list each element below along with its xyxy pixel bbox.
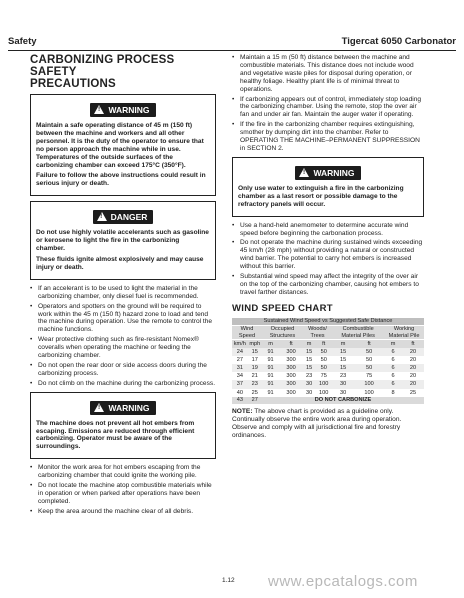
table-cell: 15 [332, 348, 354, 356]
list-item: • If an accelerant is to be used to light the material in the carbonizing chamber, only diesel fuel is recommended. [30, 285, 216, 301]
table-cell: 300 [279, 348, 303, 356]
table-cell: 100 [354, 389, 384, 397]
right-column [232, 54, 424, 440]
table-cell: 300 [279, 389, 303, 397]
table-cell: 20 [402, 364, 424, 372]
column-header: Combustible Material Piles [332, 325, 384, 339]
table-row-final [232, 397, 424, 404]
warning-triangle-icon [94, 403, 104, 412]
table-cell: 27 [232, 356, 248, 364]
unit-header: ft [354, 340, 384, 348]
danger-text: Do not use highly volatile accelerants such as gasoline or kerosene to light the fire in the carbonizing chamber. [36, 229, 209, 253]
warning-triangle-icon [299, 168, 309, 177]
warning-badge: !WARNING [90, 401, 155, 415]
table-cell: 31 [232, 364, 248, 372]
list-item: • Monitor the work area for hot embers escaping from the carbonizing chamber that could ignite the working pile. [30, 464, 216, 480]
table-cell: 23 [248, 380, 262, 388]
danger-text: These fluids ignite almost explosively and may cause injury or death. [36, 255, 204, 271]
table-cell: 20 [402, 348, 424, 356]
table-cell: 91 [262, 356, 279, 364]
table-cell: 30 [332, 389, 354, 397]
column-header: Occupied Structures [262, 325, 303, 339]
table-cell: 6 [384, 356, 402, 364]
unit-header: m [262, 340, 279, 348]
table-cell: 6 [384, 380, 402, 388]
table-cell: 6 [384, 364, 402, 372]
do-not-carbonize-cell: DO NOT CARBONIZE [262, 397, 424, 404]
table-cell: 23 [332, 372, 354, 380]
table-cell: 300 [279, 364, 303, 372]
table-cell: 37 [232, 380, 248, 388]
table-cell: 15 [303, 348, 315, 356]
list-item: • Do not operate the machine during sustained winds exceeding 45 km/h (28 mph) without providing a natural or constructed wind barrier. The potential to carry hot embers is increased without this barrier. [232, 239, 424, 271]
table-cell: 15 [248, 348, 262, 356]
table-cell: 300 [279, 356, 303, 364]
warning-text: The machine does not prevent all hot embers from escaping. Emissions are reduced through efficient carbonizing. Operator must be aware of the surroundings. [36, 419, 195, 451]
table-cell: 15 [303, 364, 315, 372]
table-cell: 75 [354, 372, 384, 380]
table-cell: 15 [332, 356, 354, 364]
table-cell: 20 [402, 372, 424, 380]
table-cell: 15 [332, 364, 354, 372]
table-cell: 50 [315, 356, 332, 364]
warning-text: Failure to follow the above instructions could result in serious injury or death. [36, 172, 206, 188]
note-label: NOTE: [232, 407, 253, 415]
warning-badge: !WARNING [90, 103, 155, 117]
table-cell: 23 [303, 372, 315, 380]
table-cell: 50 [315, 348, 332, 356]
table-cell: 300 [279, 380, 303, 388]
note-text: The above chart is provided as a guideline only. Continually observe the entire work area during operation. Observe and comply with all jurisdictional fire and forestry ordinances. [232, 407, 402, 439]
list-item: • Use a hand-held anemometer to determine accurate wind speed before beginning the carbonation process. [232, 222, 424, 238]
table-cell: 91 [262, 380, 279, 388]
column-header: Working Material Pile [384, 325, 424, 339]
list-item: • Do not open the rear door or side access doors during the carbonizing process. [30, 362, 216, 378]
table-cell: 30 [332, 380, 354, 388]
column-header: Woods/ Trees [303, 325, 332, 339]
table-cell: 8 [384, 389, 402, 397]
table-cell: 100 [354, 380, 384, 388]
table-caption: Sustained Wind Speed vs Suggested Safe Distance [232, 318, 424, 326]
danger-badge: !DANGER [93, 210, 154, 224]
table-cell: 40 [232, 389, 248, 397]
table-cell: 100 [315, 380, 332, 388]
unit-header: ft [402, 340, 424, 348]
warning-box-embers [30, 392, 216, 460]
table-cell: 30 [303, 389, 315, 397]
table-cell: 27 [248, 397, 262, 404]
table-cell: 300 [279, 372, 303, 380]
unit-header: ft [315, 340, 332, 348]
table-cell: 75 [315, 372, 332, 380]
table-cell: 91 [262, 372, 279, 380]
unit-header: mph [249, 340, 261, 347]
section-title-line1: CARBONIZING PROCESS SAFETY [30, 54, 175, 78]
chart-note [232, 408, 424, 440]
wind-speed-chart-title: WIND SPEED CHART [232, 302, 333, 314]
watermark: www.epcatalogs.com [268, 573, 418, 590]
bullet-list-distance [232, 54, 424, 153]
left-column [30, 54, 216, 520]
table-cell: 100 [315, 389, 332, 397]
table-cell: 20 [402, 356, 424, 364]
table-cell: 6 [384, 348, 402, 356]
table-cell: 50 [354, 356, 384, 364]
table-cell: 20 [402, 380, 424, 388]
page-number: 1.12 [222, 577, 235, 584]
list-item: • Substantial wind speed may affect the integrity of the over air on the top of the carbonizing chamber, causing hot embers to travel farther distances. [232, 273, 424, 297]
unit-header: m [303, 340, 315, 348]
table-row [232, 364, 424, 372]
warning-badge: !WARNING [295, 166, 360, 180]
table-cell: 50 [354, 364, 384, 372]
table-cell: 34 [232, 372, 248, 380]
danger-box-accelerants [30, 201, 216, 280]
table-row [232, 348, 424, 356]
bullet-list-operation [30, 285, 216, 388]
list-item: • Wear protective clothing such as fire-resistant Nomex® coveralls when operating the machine or feeding the carbonizing chamber. [30, 336, 216, 360]
table-cell: 91 [262, 389, 279, 397]
table-cell: 17 [248, 356, 262, 364]
warning-triangle-icon [94, 105, 104, 114]
table-body [232, 348, 424, 397]
table-row [232, 380, 424, 388]
table-cell: 91 [262, 364, 279, 372]
unit-header: m [384, 340, 402, 348]
bullet-list-wind [232, 222, 424, 297]
table-cell: 19 [248, 364, 262, 372]
list-item: • Do not climb on the machine during the carbonizing process. [30, 380, 216, 388]
table-cell: 30 [303, 380, 315, 388]
table-row [232, 372, 424, 380]
unit-header: km/h [233, 340, 246, 347]
wind-speed-table [232, 318, 424, 404]
list-item: • Keep the area around the machine clear of all debris. [30, 508, 216, 516]
warning-box-water [232, 157, 424, 217]
danger-triangle-icon [97, 212, 107, 221]
warning-text: Only use water to extinguish a fire in the carbonizing chamber as a last resort or possible damage to the refractory panels will occur. [238, 184, 404, 208]
table-row [232, 389, 424, 397]
bullet-list-embers [30, 464, 216, 515]
table-cell: 25 [248, 389, 262, 397]
product-name: Tigercat 6050 Carbonator [341, 36, 456, 47]
unit-header: m [332, 340, 354, 348]
table-cell: 24 [232, 348, 248, 356]
list-item: • If carbonizing appears out of control, immediately stop loading the carbonizing chamber. Using the remote, stop the over air fan and under air fan. Maintain the auger water if operating. [232, 96, 424, 120]
warning-text: Maintain a safe operating distance of 45 m (150 ft) between the machine and workers and all other personnel. It is the duty of the operator to ensure that no person approach the machine while in use. Temperatures of the outside surfaces of the carbonizing chamber can exceed 175°C (350°F). [36, 122, 204, 169]
table-cell: 50 [315, 364, 332, 372]
section-name: Safety [8, 36, 37, 47]
unit-header: ft [279, 340, 303, 348]
list-item: • Do not locate the machine atop combustible materials while in operation or when parked after operations have been completed. [30, 482, 216, 506]
column-header: Wind Speed [232, 325, 262, 339]
table-cell: 6 [384, 372, 402, 380]
table-cell: 25 [402, 389, 424, 397]
table-cell: 50 [354, 348, 384, 356]
list-item: • Maintain a 15 m (50 ft) distance between the machine and combustible materials. This distance does not include wood and vegetative waste piles for disposal during operation, or healthy foliage. Healthy plant life is of minimal threat to operations. [232, 54, 424, 94]
section-title-line2: PRECAUTIONS [30, 78, 116, 90]
list-item: • If the fire in the carbonizing chamber requires extinguishing, smother by dumping dirt into the chamber. Refer to OPERATING THE MACHINE–PERMANENT SUPPRESSION in SECTION 2. [232, 121, 424, 153]
table-cell: 43 [232, 397, 248, 404]
table-cell: 21 [248, 372, 262, 380]
table-row [232, 356, 424, 364]
list-item: • Operators and spotters on the ground will be required to work within the 45 m (150 ft) hazard zone to load and tend the machine during operation. Use the remote to control the machine functions. [30, 303, 216, 335]
page-header [8, 34, 456, 51]
table-cell: 15 [303, 356, 315, 364]
section-title [30, 54, 216, 90]
table-cell: 91 [262, 348, 279, 356]
warning-box-distance [30, 94, 216, 196]
